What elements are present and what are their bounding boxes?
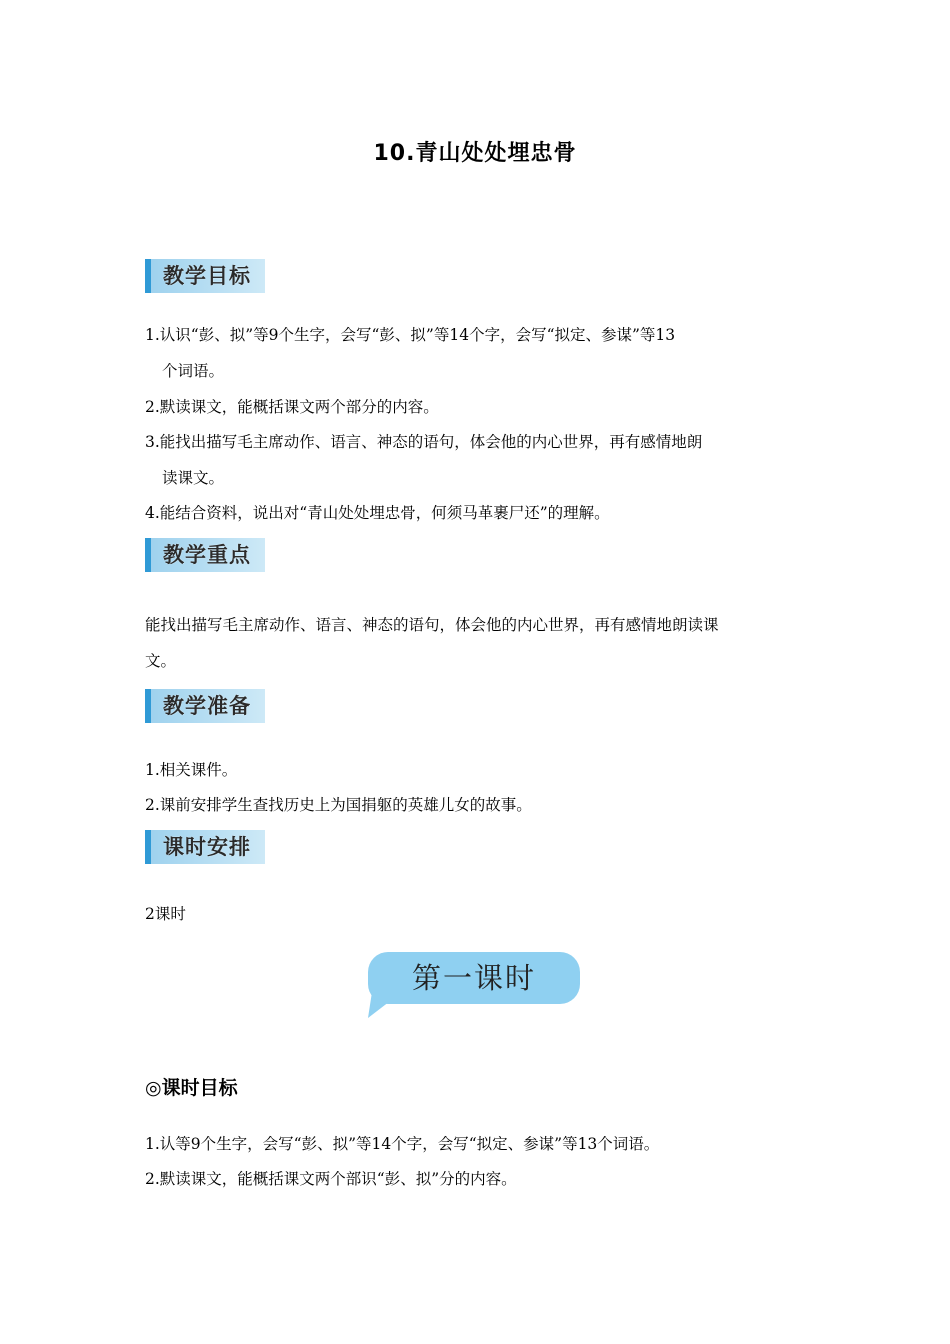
section-tag-prep: 教学准备 bbox=[145, 689, 265, 723]
goal-item-2: 2.默读课文，能概括课文两个部分的内容。 bbox=[145, 398, 439, 416]
section-tag-focus: 教学重点 bbox=[145, 538, 265, 572]
goal-item-3: 3.能找出描写毛主席动作、语言、神态的语句，体会他的内心世界，再有感情地朗 bbox=[145, 433, 703, 451]
section-tag-schedule: 课时安排 bbox=[145, 830, 265, 864]
focus-line-2: 文。 bbox=[145, 652, 177, 670]
prep-item-1: 1.相关课件。 bbox=[145, 761, 238, 779]
goal-item-1: 1.认识“彭、拟”等9个生字，会写“彭、拟”等14个字，会写“拟定、参谋”等13 bbox=[145, 326, 676, 344]
lesson-goal-item-2: 2.默读课文，能概括课文两个部识“彭、拟”分的内容。 bbox=[145, 1170, 517, 1188]
goal-item-1-cont: 个词语。 bbox=[162, 362, 225, 380]
section-tag-goals: 教学目标 bbox=[145, 259, 265, 293]
lesson-badge bbox=[368, 952, 582, 1018]
lesson-goals-heading: ◎课时目标 bbox=[145, 1077, 238, 1099]
goal-item-3-cont: 读课文。 bbox=[162, 469, 225, 487]
focus-line-1: 能找出描写毛主席动作、语言、神态的语句，体会他的内心世界，再有感情地朗读课 bbox=[145, 616, 719, 634]
page-title: 10.青山处处埋忠骨 bbox=[373, 141, 577, 166]
lesson-goal-item-1: 1.认等9个生字，会写“彭、拟”等14个字，会写“拟定、参谋”等13个词语。 bbox=[145, 1135, 660, 1153]
goal-item-4: 4.能结合资料，说出对“青山处处埋忠骨，何须马革裹尸还”的理解。 bbox=[145, 504, 610, 522]
prep-item-2: 2.课前安排学生查找历史上为国捐躯的英雄儿女的故事。 bbox=[145, 796, 532, 814]
lesson-badge-label: 第一课时 bbox=[368, 952, 580, 1004]
schedule-text: 2课时 bbox=[145, 905, 186, 923]
